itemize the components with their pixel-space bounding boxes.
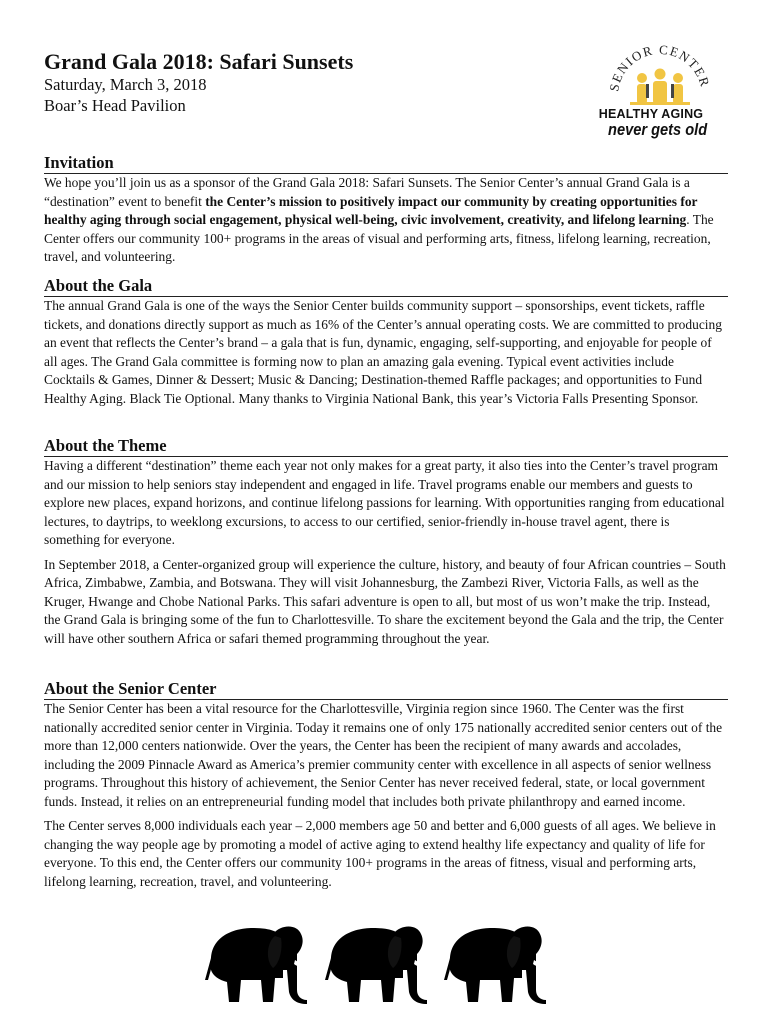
elephant-silhouette-icon bbox=[325, 927, 429, 1005]
about-center-paragraph-2: The Center serves 8,000 individuals each year – 2,000 members age 50 and better and 6,000 guests of all ages. We believe in changing the way people age by promoting a model of active aging to extend healthy life expectancy and quality of life for everyone. To this end, the Center offers our community 100+ programs in the areas of fitness, visual and performing arts, lifelong learning, recreation, travel, and volunteering. bbox=[44, 818, 716, 889]
about-gala-section bbox=[44, 277, 728, 408]
about-theme-heading: About the Theme bbox=[44, 437, 728, 457]
invitation-mission-text: the Center’s mission to positively impact our community by creating opportunities for healthy aging through social engagement, physical well-being, civic involvement, creativity, and lifelong learning bbox=[44, 193, 698, 227]
event-date: Saturday, March 3, 2018 bbox=[44, 75, 207, 94]
about-center-section bbox=[44, 680, 728, 891]
invitation-paragraph bbox=[44, 174, 728, 267]
elephant-decoration-row bbox=[44, 918, 728, 1008]
elephant-silhouette-icon bbox=[205, 927, 309, 1005]
page-title: Grand Gala 2018: Safari Sunsets bbox=[44, 49, 354, 74]
event-venue: Boar’s Head Pavilion bbox=[44, 96, 186, 115]
invitation-text-start: We hope you’ll join us as a sponsor of the Grand Gala 2018: Safari Sunsets. The Senior Center’s annual Grand Gala is a “destination” event to benefit bbox=[44, 175, 690, 209]
about-theme-section bbox=[44, 437, 728, 648]
about-center-heading: About the Senior Center bbox=[44, 680, 728, 700]
logo-tagline-bottom: never gets old bbox=[608, 120, 708, 139]
about-gala-heading: About the Gala bbox=[44, 277, 728, 297]
invitation-heading: Invitation bbox=[44, 154, 728, 174]
about-theme-paragraph-2: In September 2018, a Center-organized group will experience the culture, history, and beauty of four African countries – South Africa, Zimbabwe, Zambia, and Botswana. They will visit Johannesburg, the Zambezi River, Victoria Falls, as well as the Kruger, Hwange and Chobe National Parks. This safari adventure is open to all, but most of us won’t make the trip. Instead, the Grand Gala is bringing some of the fun to Charlottesville. To share the excitement beyond the Gala and the trip, the Center will have other southern Africa or safari themed programming throughout the year. bbox=[44, 556, 726, 646]
logo-tagline-top: HEALTHY AGING bbox=[598, 107, 704, 121]
logo-ring-text: SENIOR CENTER bbox=[606, 42, 714, 93]
invitation-section bbox=[44, 154, 728, 267]
logo-emblem-icon bbox=[580, 42, 730, 112]
elephant-silhouette-icon bbox=[444, 927, 548, 1005]
about-theme-paragraph-1: Having a different “destination” theme each year not only makes for a great party, it also ties into the Center’s travel program and our mission to help seniors stay independent and engaged in life. Travel programs enable our members and guests to explore new places, expand horizons, and continue lifelong passions for learning. With opportunities ranging from educational lectures, to daytrips, to weeklong excursions, to access to our certified, senior-friendly in-house travel agent, there is something for everyone. bbox=[44, 458, 725, 547]
senior-center-logo bbox=[580, 42, 730, 142]
about-gala-paragraph: The annual Grand Gala is one of the ways the Senior Center builds community support – sponsorships, event tickets, raffle tickets, and donations directly support as much as 16% of the Center’s annual operating costs. We are committed to producing an event that reflects the Center’s brand – a gala that is fun, dynamic, engaging, self-supporting, and enjoyable for people of all ages. The Grand Gala committee is forming now to plan an amazing gala evening. Typical event activities include Cocktails & Games, Dinner & Dessert; Music & Dancing; Destination-themed Raffle packages; and opportunities to Fund Healthy Aging. Black Tie Optional. Many thanks to Virginia National Bank, this year’s Victoria Falls Presenting Sponsor. bbox=[44, 298, 722, 406]
about-center-paragraph-1: The Senior Center has been a vital resource for the Charlottesville, Virginia region since 1960. The Center was the first nationally accredited senior center in Virginia. Today it remains one of only 175 nationally accredited senior centers out of the more than 12,000 centers nationwide. Over the years, the Center has been the recipient of many awards and accolades, including the 2009 Pinnacle Award as America’s premier community center with excellence in all aspects of senior wellness programs. Throughout this history of achievement, the Senior Center has never received federal, state, or local government funds. Instead, it relies on an entrepreneurial funding model that includes both private philanthropy and earned income. bbox=[44, 701, 723, 809]
invitation-text-end: . The Center offers our community 100+ programs in the areas of visual and performing arts, fitness, lifelong learning, recreation, travel, and volunteering. bbox=[44, 212, 714, 264]
